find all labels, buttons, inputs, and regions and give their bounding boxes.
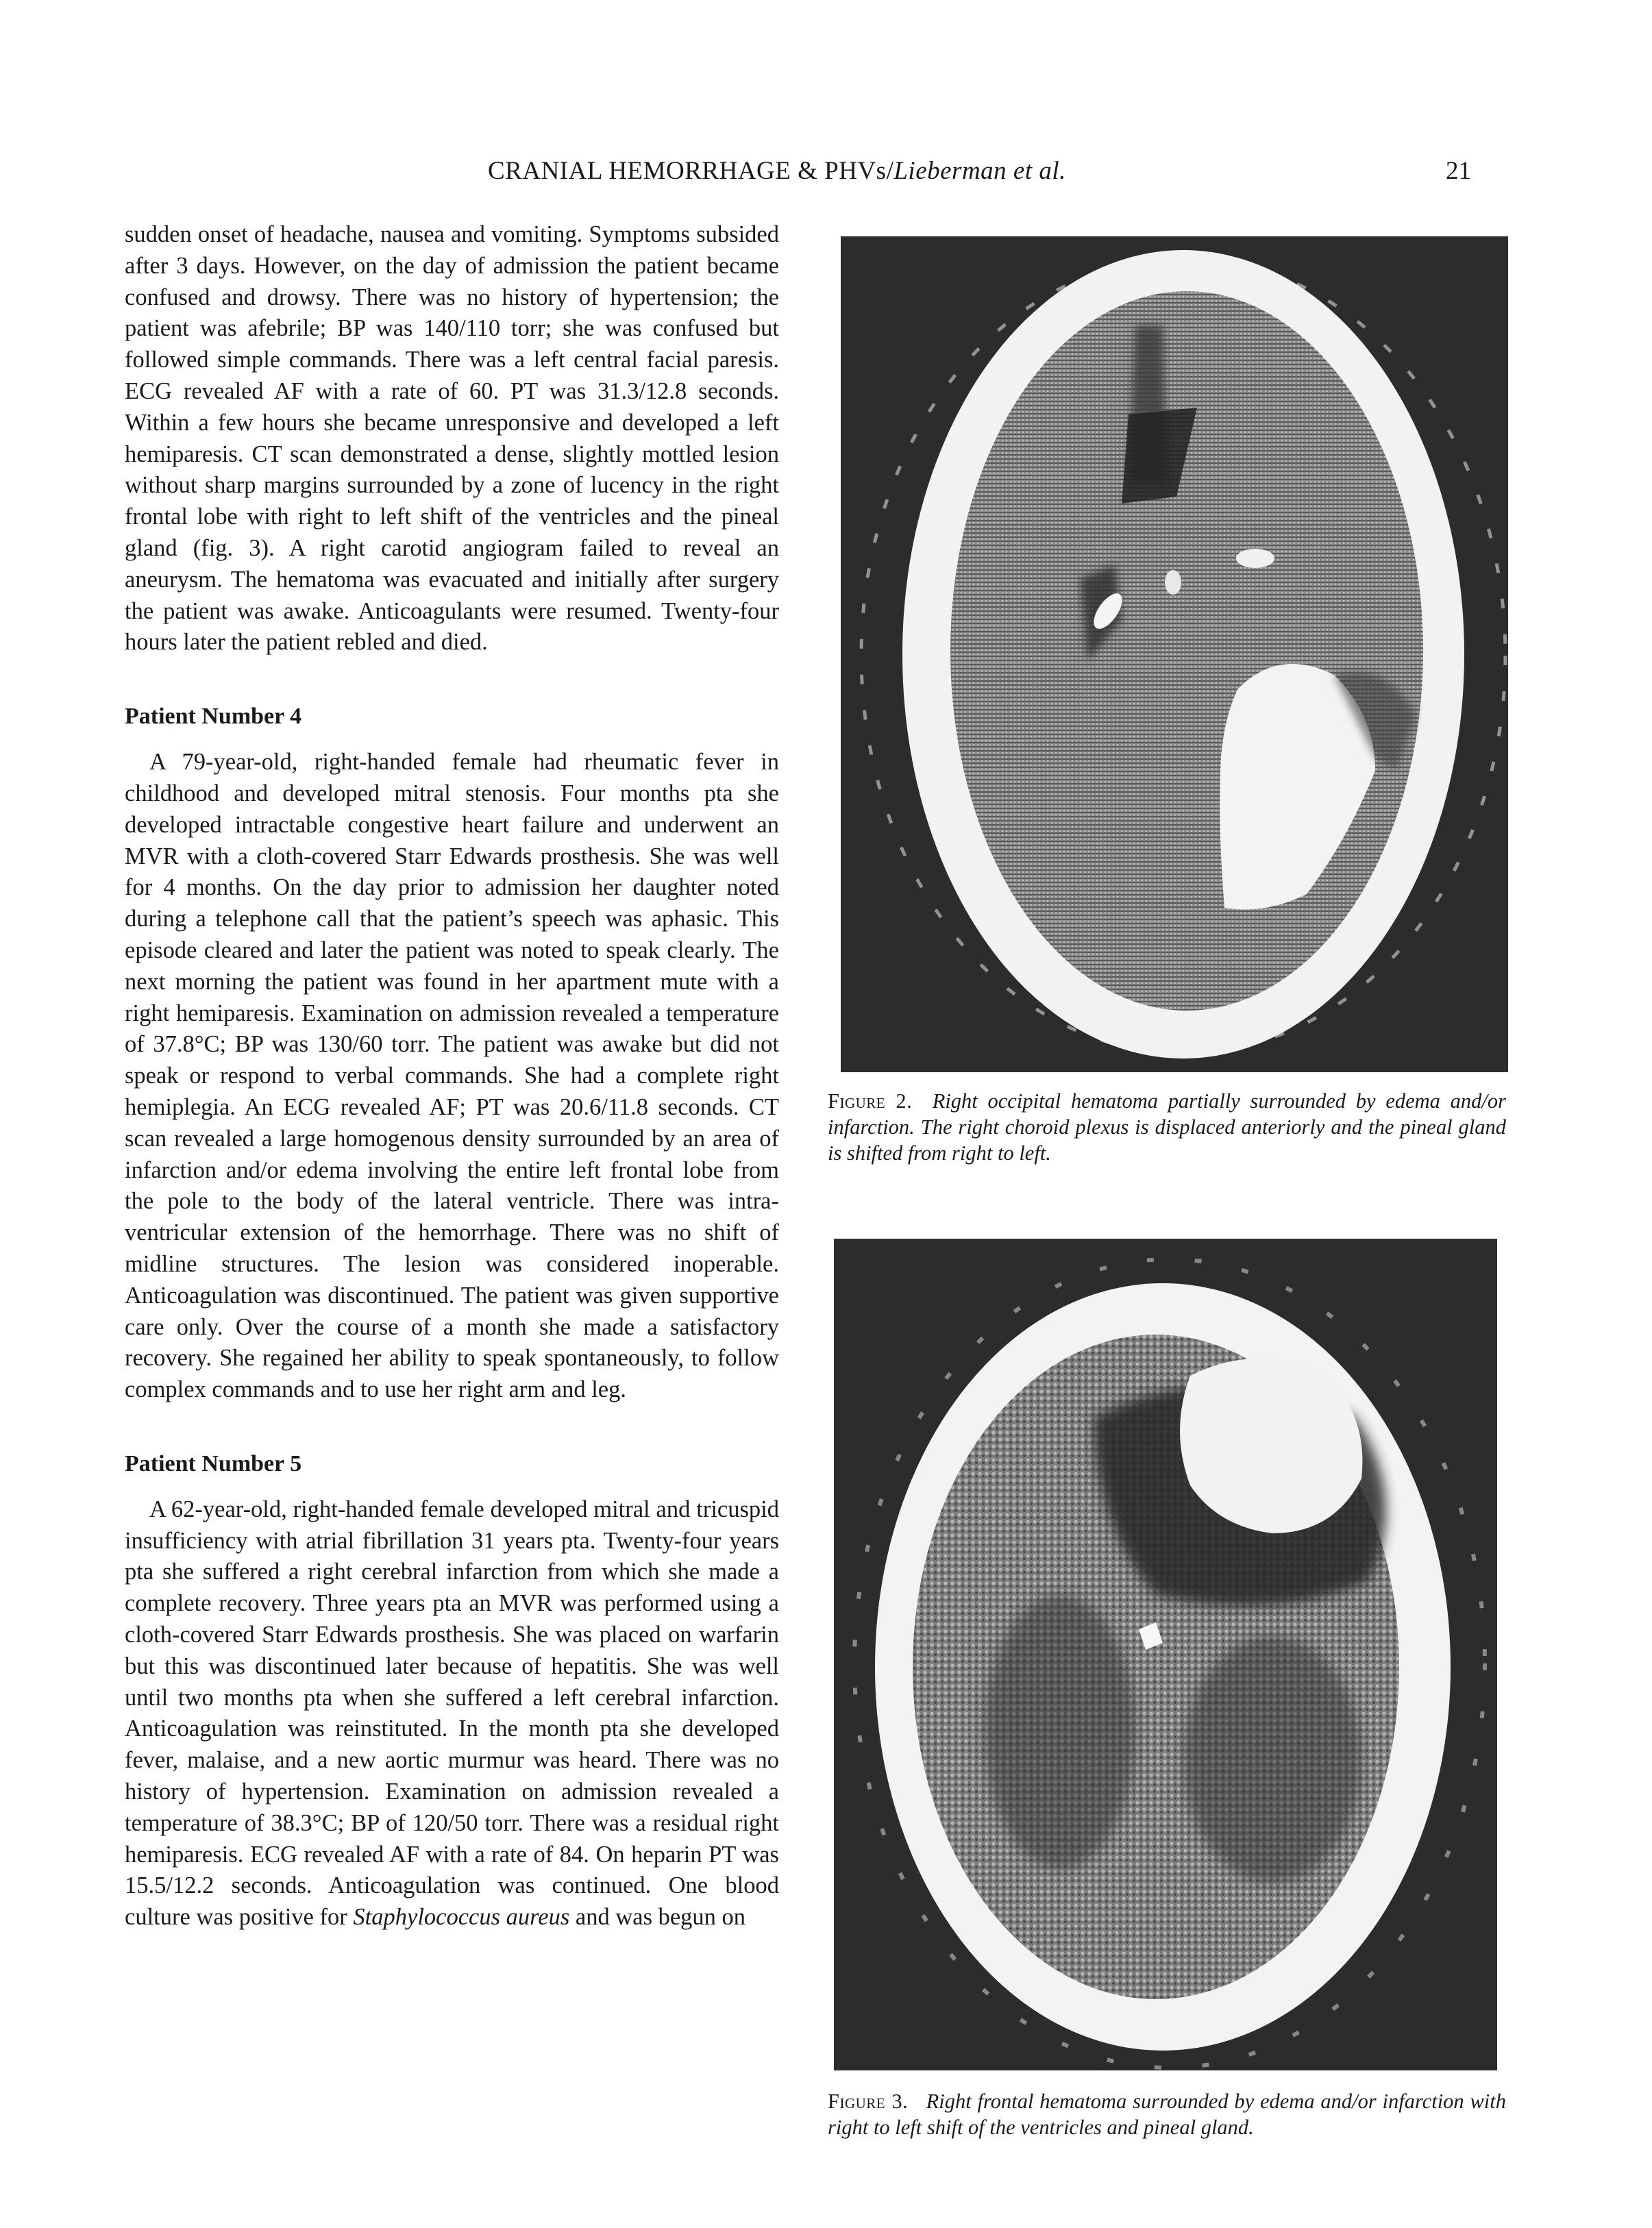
page-number: 21: [1446, 157, 1471, 185]
patient-4-paragraph: A 79-year-old, right-handed female had rheumatic fever in childhood and developed mitral stenosis. Four months pta she developed intractable congestive heart failure and underwent an MVR with a cloth-covered Starr Edwards prosthesis. She was well for 4 months. On the day prior to admission her daughter noted during a telephone call that the patient’s speech was aphasic. This episode cleared and later the patient was noted to speak clearly. The next morning the patient was found in her apartment mute with a right hemiparesis. Examination on admission revealed a temperature of 37.8°C; BP was 130/60 torr. The patient was awake but did not speak or respond to verbal commands. She had a complete right hemiplegia. An ECG revealed AF; PT was 20.6/11.8 seconds. CT scan revealed a large homogenous density surrounded by an area of infarction and/or edema involving the entire left frontal lobe from the pole to the body of the lateral ventricle. There was intraventricular extension of the hemorrhage. There was no shift of midline structures. The lesion was considered inoperable. Anticoagulation was discontinued. The patient was given supportive care only. Over the course of a month she made a satisfactory recovery. She regained her ability to speak spontaneously, to follow complex commands and to use her right arm and leg.: [125, 749, 779, 1403]
ct-scan-image: [834, 1239, 1497, 2070]
figure-3-caption-text: Right frontal hematoma surrounded by edema and/or infarction with right to left shift of the ventricles and pineal gland.: [828, 2090, 1507, 2139]
left-text-column: [125, 219, 779, 1933]
figure-3-label: Figure 3.: [828, 2090, 909, 2113]
figure-2-caption: [828, 1088, 1506, 1166]
section-heading-patient-4: Patient Number 4: [125, 704, 302, 730]
figure-3-caption: [828, 2088, 1506, 2140]
figure-2-caption-text: Right occipital hematoma partially surrounded by edema and/or infarction. The right choroid plexus is displaced anteriorly and the pineal gland is shifted from right to left.: [828, 1089, 1506, 1165]
running-head: [0, 156, 1652, 190]
figure-3-ct-scan: [834, 1239, 1497, 2070]
patient-5-text-end: and was begun on: [569, 1904, 746, 1931]
figure-2-label: Figure 2.: [828, 1089, 913, 1113]
ct-scan-image: [841, 236, 1508, 1072]
patient-5-paragraph: [125, 1494, 779, 1933]
running-title-main: CRANIAL HEMORRHAGE & PHVs/: [488, 157, 894, 185]
figure-2-ct-scan: [841, 236, 1508, 1072]
section-heading-patient-5: Patient Number 5: [125, 1450, 302, 1476]
running-title: [488, 156, 1066, 186]
running-title-authors: Lieberman et al.: [893, 157, 1066, 185]
continued-paragraph: sudden onset of headache, nausea and vomiting. Symptoms subsided after 3 days. However, on the day of admission the patient became confused and drowsy. There was no history of hypertension; the patient was afebrile; BP was 140/110 torr; she was confused but followed simple commands. There was a left central facial paresis. ECG revealed AF with a rate of 60. PT was 31.3/12.8 seconds. Within a few hours she became unresponsive and developed a left hemiparesis. CT scan demonstrated a dense, slightly mottled lesion without sharp margins surrounded by a zone of lucency in the right frontal lobe with right to left shift of the ventricles and the pineal gland (fig. 3). A right carotid angiogram failed to reveal an aneurysm. The hematoma was evacuated and initially after surgery the patient was awake. Anticoagulants were resumed. Twenty-four hours later the patient rebled and died.: [125, 221, 779, 656]
patient-5-text: A 62-year-old, right-handed female developed mitral and tricuspid insufficiency with atrial fibrillation 31 years pta. Twenty-four years pta she suffered a right cerebral infarction from which she made a complete recovery. Three years pta an MVR was performed using a cloth-covered Starr Edwards prosthesis. She was placed on warfarin but this was discontinued later because of hepatitis. She was well until two months pta when she suffered a left cerebral infarction. Anticoagulation was reinstituted. In the month pta she developed fever, malaise, and a new aortic murmur was heard. There was no history of hypertension. Examination on admission revealed a temperature of 38.3°C; BP of 120/50 torr. There was a residual right hemiparesis. ECG revealed AF with a rate of 84. On heparin PT was 15.5/12.2 seconds. Anticoagulation was continued. One blood culture was positive for: [125, 1496, 779, 1931]
organism-name: Staphylococcus aureus: [353, 1904, 570, 1931]
